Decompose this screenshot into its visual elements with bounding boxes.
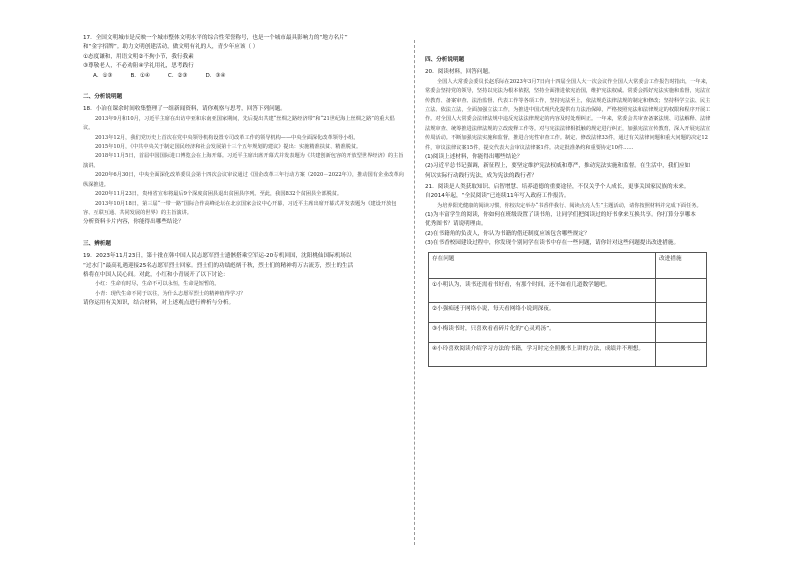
section-2-title: 二、分析说明题 — [83, 94, 123, 101]
q20-stem: 20．阅读材料，回答问题。 — [425, 69, 494, 76]
right-column — [425, 56, 713, 367]
q17-stem-line2: 和“金字招牌”。助力文明创建活动，做文明有礼的人，青少年应该（ ） — [83, 44, 259, 51]
q21-line1: 21．阅读是人类获取知识、启智增慧、培养道德的重要途径，不仅关乎个人成长，更事关国家民族的未来。 — [425, 183, 690, 190]
q19-line2: “过水门”最高礼遇迎接25名志愿军烈士回家。烈士们的功绩彪炳千秋，烈士们的精神将万古流芳，烈士的生活 — [83, 262, 354, 269]
q21-task1-line2: 优秀图书？请说明理由。 — [425, 221, 487, 228]
q20-material: 全国人大常委会委员长赵乐际在2023年3月7日向十四届全国人大一次会议作全国人大常委会工作报告时指出，一年来，常委会坚持党的领导，坚持以宪法为根本依据，坚持全面推进依宪治国，维护宪法权威。常委会抓好宪法实施和监督，宪法宣传教育、备案审查、法治监督、代表工作等各项工作，坚持宪法至上，依法规范法律法规的制定和修改；坚持科学立法、民主立法、依法立法，全面加强立法工作，为推进中国式现代化提供有力法治保障，严格按照宪法和法律规定的权限和程序开展工作。对全国人大常委会法律法规中违反宪法法律规定的内容及时处理纠正。一年来，常委会共审查备案法规、司法解释、法律法规审查、统筹推进法律法规的立改废释工作等。对与宪法法律相抵触的规定进行纠正，加强宪法宣传教育，深入开展宪法宣传周活动。不断加强宪法实施和监督，推进合宪性审查工作。制定、修改法律33件，通过有关法律问题和重大问题的决定12件，审议法律议案15件，提交代表大会审议法律案1件。决定批准条约和重要协定10件…… — [425, 78, 711, 151]
problems-table — [428, 252, 707, 367]
q20-sub2-line2: 何以实际行动践行宪法，成为宪法的践行者？ — [425, 172, 537, 179]
table-cell-problem: ②小强痴迷于网络小说，每天看网络小说到深夜。 — [429, 302, 656, 322]
table-header-row — [429, 252, 707, 278]
q17-option-c[interactable]: C．②③ — [167, 72, 188, 79]
section-3-title: 三、辨析题 — [83, 240, 111, 247]
q18-item-1: 2013年9月和10月，习近平主席在出访中亚和东南亚国家期间，先后提出共建“丝绸之路经济带”和“21世纪海上丝绸之路”的重大倡议。 — [83, 115, 395, 132]
table-cell-measure[interactable] — [656, 302, 707, 322]
question-21 — [425, 183, 713, 249]
q19-xiaohong: 小红：生命有时尽，生命不可以永恒，生命是短暂的。 — [95, 281, 220, 288]
q18-question: 分析资料卡片内容，你能得出哪些结论？ — [83, 219, 184, 226]
q19-ask: 请你运用有关知识，结合材料，对上述观点进行辨析与分析。 — [83, 299, 235, 306]
q17-option-d[interactable]: D．③④ — [205, 72, 226, 79]
q21-task1-line1: (1)为丰富学生的阅读，你如何在班级设置了读书角，让同学们把阅读过的好书拿来互换共享。你打算分享哪本 — [425, 211, 696, 218]
q21-line2: 自2014年起，“全民阅读”已连续11年写入政府工作报告。 — [425, 193, 570, 200]
q21-task3: (3)在书香校园建设过程中，你发现个别同学在读书中存在一些问题，请你针对这些问题提出改进措施。 — [425, 240, 680, 247]
q17-statements-1: ①态度谦和，用语文明②不拘小节，我行我素 — [83, 53, 194, 60]
q21-task2: (2)在书籍角的负责人，你认为书籍的借还制度应该包含哪些规定？ — [425, 230, 590, 237]
column-divider — [414, 40, 415, 545]
q18-stem: 18．小冶在课余时间收集整理了一组新闻资料，请你观察与思考，回答下列问题。 — [83, 106, 286, 113]
q19-xiaoqing: 小青：现代生命不同于以往，为什么志愿军烈士的精神值得学习？ — [95, 290, 246, 297]
table-cell-problem: ①小明认为，读书还需看书好看，有那个时间，还不如看几道数学题吧。 — [429, 278, 656, 302]
q17-stem-line1: 17．全国文明城市是反映一个城市整体文明水平的综合性荣誉称号，也是一个城市最具影响力的“地方名片” — [83, 35, 348, 41]
q18-item-2: 2013年12月，我们党历史上首次在党中央领导机构设置专司改革工作的领导机构——中央全面深化改革领导小组。 — [95, 134, 359, 141]
q18-item-6: 2020年11月23日，贵州省宣布将最后9个深度贫困县退出贫困县序列。至此，我国832个贫困县全部脱贫。 — [95, 191, 343, 198]
q18-item-4: 2018年11月5日，首届中国国际进口博览会在上海开幕。习近平主席出席开幕式并发表题为《共建创新包容的开放型世界经济》的主旨演讲。 — [83, 153, 404, 169]
q21-activity-quote: 为培养阳光健康的阅读习惯，你校决定举办“书香伴我行、阅读点亮人生”主题活动，请你按照材料并完成下面任务。 — [437, 202, 702, 209]
table-row — [429, 278, 707, 302]
left-column — [83, 34, 405, 310]
table-header-problem: 存在问题 — [429, 252, 656, 278]
q20-sub2-line1: (2)习近平总书记强调，新征程上，要坚定维护宪法权威和尊严，推动宪法实施和监督。在生活中，我们应如 — [425, 163, 691, 170]
q20-sub1: (1)阅读上述材料，你能得出哪些结论？ — [425, 154, 523, 161]
question-20 — [425, 68, 713, 181]
q19-line1: 19．2023年11月23日，第十批在韩中国人民志愿军烈士遗骸搭乘空军运-20专机回国，沈阳桃仙国际机场以 — [83, 253, 352, 260]
section-4-title: 四、分析说明题 — [425, 57, 465, 63]
question-18 — [83, 105, 405, 227]
table-header-measure: 改进措施 — [656, 252, 707, 278]
table-cell-measure[interactable] — [656, 342, 707, 366]
table-row — [429, 322, 707, 342]
q17-options — [93, 72, 405, 81]
question-19 — [83, 252, 405, 308]
q17-option-b[interactable]: B．①④ — [130, 72, 150, 79]
table-cell-measure[interactable] — [656, 278, 707, 302]
q18-item-5: 2020年6月30日，中央全面深化改革委员会第十四次会议审议通过《国企改革三年行动方案（2020－2022年）》，推动国有企业改革向纵深推进。 — [83, 172, 404, 188]
q18-item-3: 2015年10月，《中共中央关于制定国民经济和社会发展第十三个五年规划的建议》提出：实施精准扶贫、精准脱贫。 — [95, 144, 362, 151]
q19-line3: 格将在中国人民心间。对此，小红和小青展开了以下讨论： — [83, 271, 229, 278]
table-cell-problem: ③小梅读书时，只喜欢看看碎片化的“心灵鸡汤”。 — [429, 322, 656, 342]
table-cell-problem: ④小玲喜欢阅读介绍学习方法的书籍，学习时完全照搬书上讲的方法，成绩并不理想。 — [429, 342, 656, 366]
q17-option-a[interactable]: A．①③ — [93, 72, 113, 79]
question-17 — [83, 34, 405, 81]
table-row — [429, 342, 707, 366]
table-cell-measure[interactable] — [656, 322, 707, 342]
table-row — [429, 302, 707, 322]
q17-statements-2: ③尊敬老人，不必劝阻④学礼用礼，思考践行 — [83, 63, 194, 70]
q18-item-7: 2013年10月18日，第三届“一带一路”国际合作高峰论坛在北京国家会议中心开幕，习近平主席出席开幕式并发表题为《建设开放包容、互联互通、共同发展的世界》的主旨演讲。 — [83, 200, 397, 216]
